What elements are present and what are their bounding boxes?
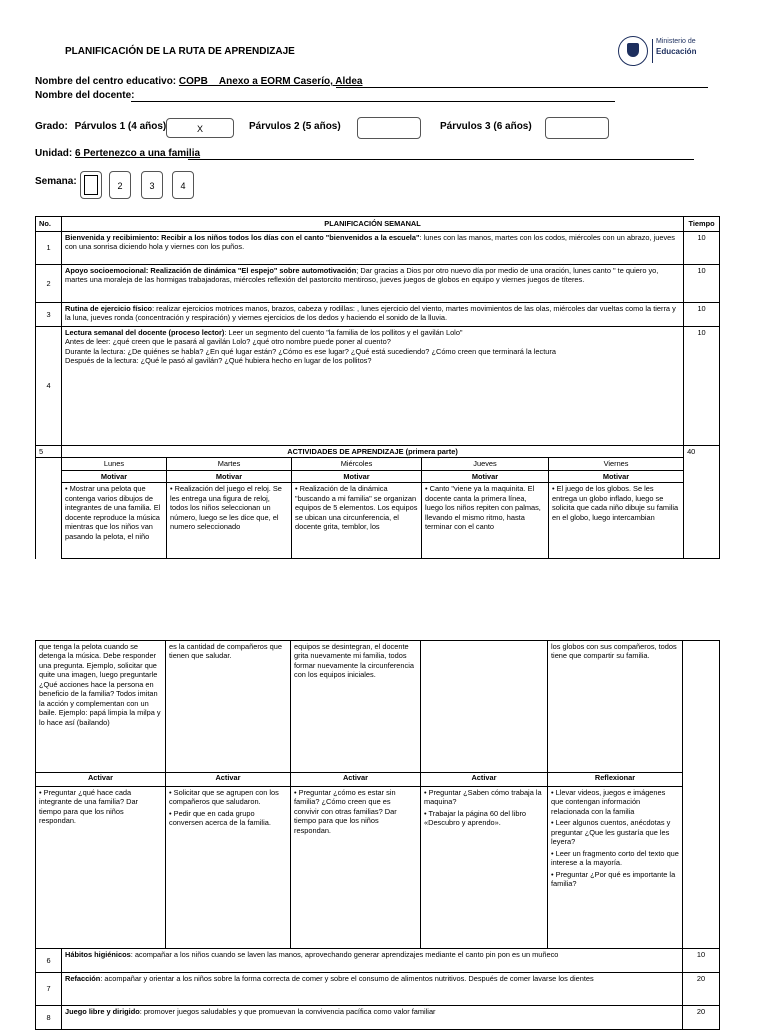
reflexionar-item: • Leer algunos cuentos, anécdotas y preguntar ¿Que les gustaría que les leyera? bbox=[551, 818, 671, 847]
teacher-name-field[interactable] bbox=[131, 101, 615, 102]
table-row bbox=[36, 973, 720, 1006]
row-content bbox=[62, 1006, 683, 1030]
day-lunes: Lunes bbox=[62, 458, 167, 470]
motivar-header: Motivar bbox=[167, 470, 292, 482]
activar-header: Activar bbox=[166, 773, 290, 787]
logo-text-main: Educación bbox=[656, 47, 697, 56]
day-viernes: Viernes bbox=[549, 458, 684, 470]
reflexionar-item: • Preguntar ¿Por qué es importante la familia? bbox=[551, 869, 676, 889]
row-text: : promover juegos saludables y que promuevan la convivencia pacífica como valor familiar bbox=[139, 1007, 436, 1016]
grado1-label: Párvulos 1 (4 años) bbox=[74, 121, 167, 132]
row-time: 20 bbox=[683, 973, 720, 1006]
table-row bbox=[36, 1006, 720, 1030]
unidad-fill-line bbox=[188, 159, 694, 160]
motivar-lunes-cont: que tenga la pelota cuando se detenga la música. Debe responder una pregunta. Ejemplo, solicitar que quite una imagen, luego preguntarle ¿Qué acciones hace la persona en beneficio de la familia? Todos imitan la acción y complementan con un baile. Ejemplo: papá limpia la milpa y lo hace así (bailando) bbox=[36, 641, 166, 773]
row-text: : acompañar y orientar a los niños sobre la forma correcta de comer y sobre el consumo de alimentos nutritivos. Después de comer lavarse los dientes bbox=[100, 974, 594, 983]
row-text: : acompañar a los niños cuando se laven las manos, aprovechando generar aprendizajes mediante el canto pin pon es un muñeco bbox=[130, 950, 559, 959]
time-cell-cont bbox=[683, 641, 720, 949]
activar-jueves bbox=[421, 773, 548, 949]
grado-line bbox=[35, 121, 166, 132]
row-title: Lectura semanal del docente (proceso lector) bbox=[65, 328, 225, 337]
planning-table-page1 bbox=[35, 216, 720, 559]
activar-item: • Preguntar ¿cómo es estar sin familia? ¿Cómo creen que es convivir con otras familias? Dar tiempo para que los niños respondan. bbox=[294, 788, 397, 835]
col-time-header: Tiempo bbox=[684, 217, 720, 232]
ministry-logo bbox=[618, 36, 698, 70]
row-number: 3 bbox=[36, 303, 62, 327]
row-title: Hábitos higiénicos bbox=[65, 950, 131, 959]
row-content bbox=[62, 327, 684, 446]
semana-box-4[interactable]: 4 bbox=[172, 171, 194, 199]
activities-title: ACTIVIDADES DE APRENDIZAJE (primera parte) bbox=[62, 446, 684, 458]
row-title: Refacción bbox=[65, 974, 101, 983]
motivar-continued-row bbox=[36, 641, 720, 773]
table-row bbox=[36, 232, 720, 265]
row-time: 10 bbox=[684, 327, 720, 446]
motivar-header: Motivar bbox=[62, 470, 167, 482]
row-number: 8 bbox=[36, 1006, 62, 1030]
row-time: 10 bbox=[684, 303, 720, 327]
unidad-line bbox=[35, 148, 200, 159]
motivar-martes-cont: es la cantidad de compañeros que tienen que saludar. bbox=[166, 641, 291, 773]
activar-row bbox=[36, 773, 720, 949]
center-name-line bbox=[35, 76, 363, 87]
row-title: Apoyo socioemocional: Realización de dinámica "El espejo" sobre automotivación bbox=[65, 266, 357, 275]
motivar-header: Motivar bbox=[549, 470, 684, 482]
motivar-header-row bbox=[36, 470, 720, 482]
activar-item: • Pedir que en cada grupo conversen acerca de la familia. bbox=[169, 808, 271, 828]
table-row bbox=[36, 265, 720, 303]
col-plan-header: PLANIFICACIÓN SEMANAL bbox=[62, 217, 684, 232]
table-header-row bbox=[36, 217, 720, 232]
teacher-line bbox=[35, 90, 134, 101]
activar-header: Activar bbox=[36, 773, 165, 787]
row-number: 4 bbox=[36, 327, 62, 446]
row-number: 7 bbox=[36, 973, 62, 1006]
col-no-header: No. bbox=[36, 217, 62, 232]
reflexionar-item: • Llevar videos, juegos e imágenes que contengan información relacionada con la familia bbox=[551, 788, 666, 816]
motivar-viernes-cont: los globos con sus compañeros, todos tiene que compartir su familia. bbox=[548, 641, 683, 773]
coat-of-arms-icon bbox=[618, 36, 648, 66]
center-value[interactable]: COPB__Anexo a EORM Caserío, Aldea bbox=[178, 76, 363, 87]
motivar-header: Motivar bbox=[422, 470, 549, 482]
grado3-checkbox[interactable] bbox=[545, 117, 609, 139]
grado1-checkbox[interactable]: X bbox=[166, 118, 234, 138]
grado3-label: Párvulos 3 (6 años) bbox=[440, 121, 532, 132]
reading-after: Después de la lectura: ¿Qué le pasó al gavilán? ¿Qué hubiera hecho en lugar de los pollitos? bbox=[65, 356, 372, 366]
row-content bbox=[62, 949, 683, 973]
motivar-jueves-cont bbox=[421, 641, 548, 773]
motivar-viernes: • El juego de los globos. Se les entrega un globo inflado, luego se solicita que cada niño dibuje su familia en el globo, luego intercambian bbox=[549, 483, 684, 559]
motivar-martes: • Realización del juego el reloj. Se les entrega una figura de reloj, todos los niños seleccionan un número, luego se les dice que, el numero seleccionado bbox=[167, 483, 292, 559]
row-content bbox=[62, 303, 684, 327]
row-text: : lunes con las manos, martes con los codos, miércoles con un abrazo, jueves con una sonrisa diciendo hola y viernes con los puños. bbox=[65, 233, 675, 252]
reading-before: Antes de leer: ¿qué creen que le pasará al gavilán Lolo? ¿qué otro nombre puede poner al cuento? bbox=[65, 337, 391, 347]
motivar-jueves: • Canto "viene ya la maquinita. El docente canta la primera línea, luego los niños repiten con palmas, llevando el mismo ritmo, hasta terminar con el canto bbox=[422, 483, 549, 559]
activar-miercoles bbox=[291, 773, 421, 949]
page-title: PLANIFICACIÓN DE LA RUTA DE APRENDIZAJE bbox=[65, 46, 295, 57]
semana-label: Semana: bbox=[35, 176, 77, 187]
table-row bbox=[36, 303, 720, 327]
activar-martes bbox=[166, 773, 291, 949]
activar-lunes bbox=[36, 773, 166, 949]
row-time: 10 bbox=[684, 265, 720, 303]
row-text: ; Dar gracias a Dios por otro nuevo día por medio de una oración, lunes canto " te quiero yo, martes una moraleja de las hormigas trabajadoras, miércoles reflexión del pastorcito mentiroso, jueves juegos de globos en equipo y viernes juegos de títeres. bbox=[65, 266, 659, 285]
row-number: 2 bbox=[36, 265, 62, 303]
row-number: 1 bbox=[36, 232, 62, 265]
day-miercoles: Miércoles bbox=[292, 458, 422, 470]
days-header-row bbox=[36, 458, 720, 470]
unidad-value[interactable]: 6 Pertenezco a una familia bbox=[75, 148, 201, 159]
row-number: 6 bbox=[36, 949, 62, 973]
activar-item: • Preguntar ¿qué hace cada integrante de una familia? Dar tiempo para que los niños respondan. bbox=[39, 788, 139, 826]
row-time: 10 bbox=[683, 949, 720, 973]
motivar-lunes: • Mostrar una pelota que contenga varios dibujos de integrantes de una familia. El docente reproduce la música mientras que los niños van pasando la pelota, el niño bbox=[62, 483, 167, 559]
motivar-miercoles: • Realización de la dinámica "buscando a mi familia" se organizan equipos de 5 elementos. Los equipos se ubican una circunferencia, el docente grita, temblor, los bbox=[292, 483, 422, 559]
page-2 bbox=[0, 620, 768, 1024]
motivar-miercoles-cont: equipos se desintegran, el docente grita nuevamente mi familia, todos formar nuevamente la circunferencia con los equipos iniciales. bbox=[291, 641, 421, 773]
row-title: Rutina de ejercicio físico bbox=[65, 304, 153, 313]
row-content bbox=[62, 265, 684, 303]
activar-item: • Trabajar la página 60 del libro «Descubro y aprendo». bbox=[424, 808, 527, 828]
table-row bbox=[36, 949, 720, 973]
table-row-activities bbox=[36, 446, 720, 458]
grado2-label: Párvulos 2 (5 años) bbox=[249, 121, 341, 132]
activar-item: • Solicitar que se agrupen con los compañeros que saludaron. bbox=[169, 788, 279, 807]
reflexionar-header: Reflexionar bbox=[548, 773, 682, 787]
semana-box-3[interactable]: 3 bbox=[141, 171, 163, 199]
row-content bbox=[62, 232, 684, 265]
row-time: 10 bbox=[684, 232, 720, 265]
row-title: Juego libre y dirigido bbox=[65, 1007, 140, 1016]
motivar-content-row bbox=[36, 483, 720, 559]
row-text: : realizar ejercicios motrices manos, brazos, cabeza y rodillas: , lunes ejercicio del viento, martes movimientos de las olas, miércoles dar vueltas como la tierra y la luna, jueves ronda (concentración y respiración) y viernes ejercicios de los dedos y haciendo el sonido de la lluvia. bbox=[65, 304, 676, 323]
activar-header: Activar bbox=[291, 773, 420, 787]
semana-box-1-inner bbox=[84, 175, 98, 195]
row-text: : Leer un segmento del cuento "la familia de los pollitos y el gavilán Lolo" bbox=[224, 328, 463, 337]
teacher-label: Nombre del docente: bbox=[35, 90, 135, 101]
row-content bbox=[62, 973, 683, 1006]
activar-item: • Preguntar ¿Saben cómo trabaja la maquina? bbox=[424, 788, 542, 807]
unidad-label: Unidad: bbox=[35, 148, 73, 159]
reading-during: Durante la lectura: ¿De quiénes se habla? ¿En qué lugar están? ¿Cómo es ese lugar? ¿Qué está sucediendo? ¿Cómo creen que terminará la lectura bbox=[65, 346, 556, 356]
activar-header: Activar bbox=[421, 773, 547, 787]
semana-box-2[interactable]: 2 bbox=[109, 171, 131, 199]
motivar-header: Motivar bbox=[292, 470, 422, 482]
row-title: Bienvenida y recibimiento: Recibir a los niños todos los días con el canto "bienvenidos a la escuela" bbox=[65, 233, 420, 242]
grado2-checkbox[interactable] bbox=[357, 117, 421, 139]
logo-text-top: Ministerio de bbox=[656, 38, 696, 45]
day-martes: Martes bbox=[167, 458, 292, 470]
row-time: 40 bbox=[684, 446, 720, 559]
reflexionar-viernes bbox=[548, 773, 683, 949]
table-row bbox=[36, 327, 720, 446]
grado-label: Grado: bbox=[35, 121, 68, 132]
planning-table-page2 bbox=[35, 640, 720, 949]
reflexionar-item: • Leer un fragmento corto del texto que interese a la mayoría. bbox=[551, 848, 679, 868]
planning-table-bottom bbox=[35, 948, 720, 1030]
day-jueves: Jueves bbox=[422, 458, 549, 470]
center-label: Nombre del centro educativo: bbox=[35, 76, 177, 87]
center-fill-line bbox=[336, 87, 708, 88]
row-time: 20 bbox=[683, 1006, 720, 1030]
row-number: 5 bbox=[36, 446, 62, 458]
